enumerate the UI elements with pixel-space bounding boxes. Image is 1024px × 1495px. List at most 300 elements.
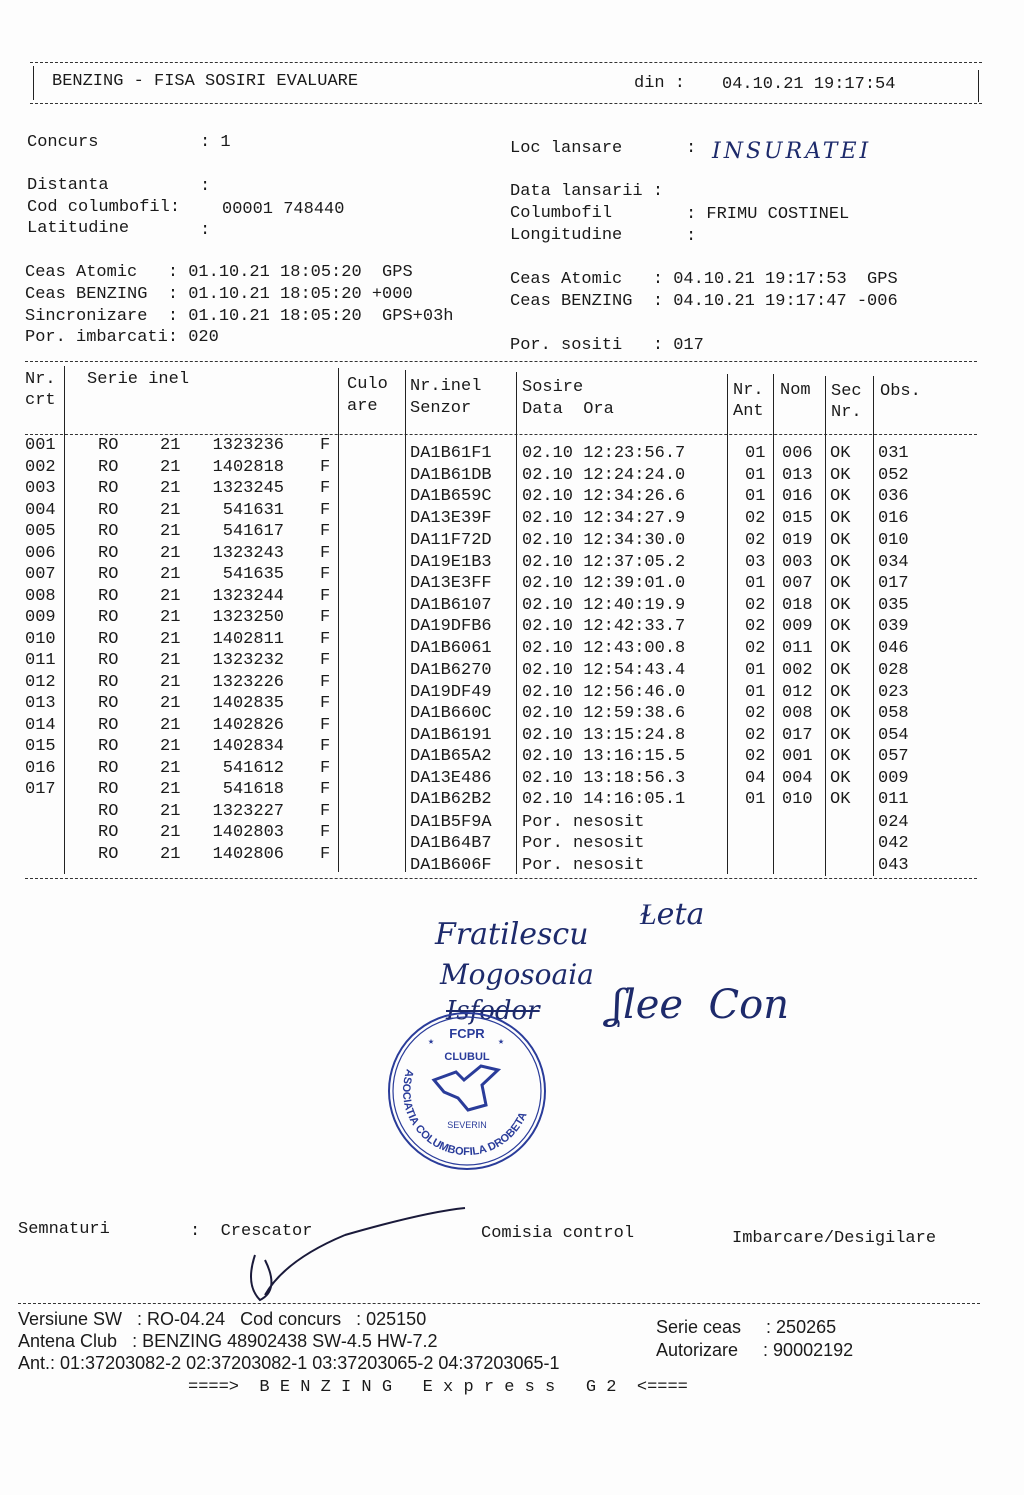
cell-nr-crt: 014 <box>25 715 56 735</box>
cell-sec-nr: OK <box>830 465 851 485</box>
star-icon: ★ <box>428 1037 435 1048</box>
cell-sex: F <box>320 436 331 455</box>
cell-nr-crt: 001 <box>25 436 56 455</box>
cell-sec-nr: OK <box>830 768 851 788</box>
cell-nr-ant: 02 <box>745 508 766 528</box>
porumbei-sositi: Por. sositi : 017 <box>510 336 704 355</box>
stamp-severin: SEVERIN <box>447 1120 487 1130</box>
cell-sosire: Por. nesosit <box>522 855 645 875</box>
cell-nr-inel-senzor: DA11F72D <box>410 531 492 550</box>
cell-nr-crt: 016 <box>25 758 56 778</box>
header-bottom-border <box>30 103 982 104</box>
cell-sex: F <box>320 758 331 778</box>
cell-nom: 002 <box>782 661 813 680</box>
th-senzor: Senzor <box>410 399 472 418</box>
th-nr: Nr. <box>25 370 56 389</box>
cell-sex: F <box>320 608 331 627</box>
cell-sec-nr: OK <box>830 444 851 463</box>
star-icon: ★ <box>498 1037 505 1048</box>
table-row <box>0 586 1024 615</box>
cell-tara: RO <box>98 522 119 541</box>
table-row <box>0 780 1024 809</box>
cell-obs: 043 <box>878 855 909 875</box>
cell-obs: 036 <box>878 487 909 506</box>
cell-serie-inel: 1323226 <box>212 672 284 692</box>
cell-nr-ant: 01 <box>745 682 766 702</box>
cell-nom: 015 <box>782 508 813 528</box>
cell-tara: RO <box>98 758 119 778</box>
cell-an: 21 <box>160 586 181 606</box>
cell-nr-inel-senzor: DA1B660C <box>410 704 492 723</box>
cell-nr-crt: 011 <box>25 651 56 670</box>
table-row <box>0 694 1024 723</box>
cell-sex: F <box>320 737 331 756</box>
din-timestamp: 04.10.21 19:17:54 <box>722 75 896 94</box>
concurs-label: Concurs <box>27 133 99 152</box>
table-row <box>0 758 1024 788</box>
table-bottom-border <box>25 878 977 879</box>
th-serie-inel: Serie inel <box>87 370 190 389</box>
cell-nr-inel-senzor: DA19E1B3 <box>410 552 492 572</box>
cell-nr-inel-senzor: DA13E486 <box>410 768 492 788</box>
cell-obs: 052 <box>878 465 909 485</box>
cell-nr-crt: 012 <box>25 672 56 692</box>
cell-nr-crt: 017 <box>25 780 56 799</box>
table-row <box>0 672 1024 702</box>
cell-obs: 057 <box>878 747 909 766</box>
cell-sec-nr: OK <box>830 747 851 766</box>
signature-mogosoaia: Mogosoaia <box>440 958 594 991</box>
cell-nr-ant: 02 <box>745 617 766 636</box>
cell-obs: 028 <box>878 661 909 680</box>
cell-obs: 009 <box>878 768 909 788</box>
table-top-border <box>25 361 977 362</box>
cod-columbofil-value: 00001 748440 <box>222 200 345 219</box>
cell-nom: 007 <box>782 574 813 593</box>
cell-sex: F <box>320 801 331 821</box>
cell-nr-inel-senzor: DA1B6191 <box>410 725 492 745</box>
cell-sec-nr: OK <box>830 574 851 593</box>
antene-list: Ant.: 01:37203082-2 02:37203082-1 03:37203065-2 04:37203065-1 <box>18 1353 560 1373</box>
cell-nr-inel-senzor: DA1B6107 <box>410 595 492 615</box>
porumbei-imbarcati: Por. imbarcati: 020 <box>25 328 219 347</box>
cell-serie-inel: 1323245 <box>212 479 284 498</box>
cell-nr-inel-senzor: DA13E3FF <box>410 574 492 593</box>
cell-nr-crt: 009 <box>25 608 56 627</box>
cell-sex: F <box>320 780 331 799</box>
cell-tara: RO <box>98 823 119 842</box>
stamp-ring-text: ASOCIATIA COLUMBOFILA DROBETA <box>399 1067 530 1159</box>
cell-an: 21 <box>160 500 181 520</box>
cell-obs: 016 <box>878 508 909 528</box>
longitudine-value: : <box>686 227 697 246</box>
latitudine-value: : <box>200 221 211 240</box>
cell-nom: 017 <box>782 725 813 745</box>
cell-tara: RO <box>98 608 119 627</box>
table-row <box>0 436 1024 463</box>
cell-sex: F <box>320 629 331 649</box>
cell-nr-inel-senzor: DA1B61DB <box>410 465 492 485</box>
cell-nr-crt: 007 <box>25 565 56 584</box>
table-row <box>0 500 1024 528</box>
concurs-value: : 1 <box>200 133 231 152</box>
crescator-label: : Crescator <box>190 1222 313 1241</box>
signature-scribble-2: ʆlee Ϲon <box>610 982 789 1028</box>
cell-an: 21 <box>160 715 181 735</box>
cell-nr-crt: 003 <box>25 479 56 498</box>
loc-lansare-colon: : <box>686 139 697 158</box>
table-row <box>0 543 1024 572</box>
cell-an: 21 <box>160 844 181 864</box>
cell-serie-inel: 1402806 <box>212 844 284 864</box>
cell-obs: 054 <box>878 725 909 745</box>
document-title: BENZING - FISA SOSIRI EVALUARE <box>52 72 359 91</box>
cell-sec-nr: OK <box>830 790 851 809</box>
cell-tara: RO <box>98 457 119 477</box>
cell-serie-inel: 1402826 <box>212 715 284 735</box>
cell-sex: F <box>320 522 331 541</box>
cell-nom: 019 <box>782 531 813 550</box>
cell-nr-ant: 03 <box>745 552 766 572</box>
cell-nom: 011 <box>782 638 813 658</box>
cell-nr-crt: 008 <box>25 586 56 606</box>
cell-nr-crt: 015 <box>25 737 56 756</box>
cell-sec-nr: OK <box>830 531 851 550</box>
benzing-brand-line: ====> B E N Z I N G E x p r e s s G 2 <==== <box>188 1378 688 1397</box>
cell-sosire: 02.10 12:40:19.9 <box>522 595 686 615</box>
cell-obs: 042 <box>878 834 909 853</box>
cell-serie-inel: 1402834 <box>212 737 284 756</box>
cell-sex: F <box>320 565 331 584</box>
cell-serie-inel: 541617 <box>222 522 284 541</box>
cell-an: 21 <box>160 651 181 670</box>
table-row <box>0 801 1024 832</box>
cell-sosire: 02.10 13:15:24.8 <box>522 725 686 745</box>
cell-an: 21 <box>160 522 181 541</box>
cell-nom: 010 <box>782 790 813 809</box>
cell-obs: 010 <box>878 531 909 550</box>
th-culoare-2: are <box>347 397 378 416</box>
cell-nr-ant: 01 <box>745 444 766 463</box>
cell-nr-inel-senzor: DA19DFB6 <box>410 617 492 636</box>
cell-tara: RO <box>98 801 119 821</box>
cell-an: 21 <box>160 436 181 455</box>
cell-tara: RO <box>98 565 119 584</box>
header-right-border <box>978 70 979 102</box>
cod-columbofil-label: Cod columbofil: <box>27 198 181 217</box>
table-row <box>0 457 1024 485</box>
cell-serie-inel: 1323232 <box>212 651 284 670</box>
cell-obs: 046 <box>878 638 909 658</box>
cell-nom: 001 <box>782 747 813 766</box>
cell-nr-inel-senzor: DA1B659C <box>410 487 492 506</box>
cell-tara: RO <box>98 780 119 799</box>
cell-an: 21 <box>160 737 181 756</box>
din-label: din : <box>634 74 686 93</box>
imbarcare-desigilare-label: Imbarcare/Desigilare <box>732 1229 937 1248</box>
cell-nr-crt: 010 <box>25 629 56 649</box>
cell-tara: RO <box>98 737 119 756</box>
cell-nr-ant: 01 <box>745 465 766 485</box>
cell-sosire: 02.10 12:42:33.7 <box>522 617 686 636</box>
sincronizare: Sincronizare : 01.10.21 18:05:20 GPS+03h <box>25 307 454 326</box>
cell-an: 21 <box>160 543 181 563</box>
cell-an: 21 <box>160 823 181 842</box>
cell-serie-inel: 541631 <box>222 500 284 520</box>
th-crt: crt <box>25 391 56 410</box>
antena-club: Antena Club : BENZING 48902438 SW-4.5 HW-7.2 <box>18 1331 438 1351</box>
cell-an: 21 <box>160 801 181 821</box>
cell-nr-inel-senzor: DA1B65A2 <box>410 747 492 766</box>
cell-nr-crt: 004 <box>25 500 56 520</box>
cell-sosire: 02.10 12:34:26.6 <box>522 487 686 506</box>
th-nom: Nom <box>780 381 811 400</box>
cell-nr-ant: 02 <box>745 595 766 615</box>
cell-an: 21 <box>160 672 181 692</box>
distanta-value: : <box>200 177 211 196</box>
cell-an: 21 <box>160 629 181 649</box>
table-header-border <box>25 434 977 435</box>
cell-nom: 018 <box>782 595 813 615</box>
cell-sex: F <box>320 543 331 563</box>
table-row <box>0 651 1024 680</box>
cell-tara: RO <box>98 844 119 864</box>
serie-ceas: Serie ceas : 250265 <box>656 1317 837 1337</box>
cell-sec-nr: OK <box>830 595 851 615</box>
cell-sosire: Por. nesosit <box>522 812 645 832</box>
cell-nom: 004 <box>782 768 813 788</box>
table-row <box>0 823 1024 853</box>
cell-nr-inel-senzor: DA13E39F <box>410 508 492 528</box>
header-left-border <box>33 66 34 100</box>
cell-sex: F <box>320 651 331 670</box>
cell-serie-inel: 1323250 <box>212 608 284 627</box>
cell-sex: F <box>320 844 331 864</box>
cell-nom: 006 <box>782 444 813 463</box>
cell-nom: 016 <box>782 487 813 506</box>
cell-serie-inel: 1323236 <box>212 436 284 455</box>
cell-nr-inel-senzor: DA1B6061 <box>410 638 492 658</box>
table-row <box>0 737 1024 766</box>
cell-sosire: 02.10 12:34:30.0 <box>522 531 686 550</box>
cell-tara: RO <box>98 543 119 563</box>
loc-lansare-handwritten: INSURATEI <box>712 139 872 164</box>
cell-nom: 008 <box>782 704 813 723</box>
cell-tara: RO <box>98 629 119 649</box>
cell-nr-inel-senzor: DA1B5F9A <box>410 812 492 832</box>
cell-nr-crt: 005 <box>25 522 56 541</box>
semnaturi-label: Semnaturi <box>18 1220 110 1239</box>
cell-sosire: 02.10 12:24:24.0 <box>522 465 686 485</box>
cell-an: 21 <box>160 608 181 627</box>
cell-nr-ant: 02 <box>745 704 766 723</box>
th-sec: Sec <box>831 382 862 401</box>
signature-scribble-1: Ɫeta <box>640 897 705 932</box>
table-row <box>0 608 1024 636</box>
versiune-sw: Versiune SW : RO-04.24 Cod concurs : 025150 <box>18 1309 427 1329</box>
cell-nr-ant: 04 <box>745 768 766 788</box>
cell-sex: F <box>320 823 331 842</box>
cell-nom: 003 <box>782 552 813 572</box>
latitudine-label: Latitudine <box>27 219 130 238</box>
columbofil-value: : FRIMU COSTINEL <box>686 205 850 224</box>
cell-tara: RO <box>98 672 119 692</box>
cell-sex: F <box>320 672 331 692</box>
cell-sec-nr: OK <box>830 704 851 723</box>
table-row <box>0 629 1024 658</box>
cell-nom: 009 <box>782 617 813 636</box>
cell-serie-inel: 1402811 <box>212 629 284 649</box>
cell-sosire: 02.10 12:56:46.0 <box>522 682 686 702</box>
cell-obs: 034 <box>878 552 909 572</box>
cell-sosire: 02.10 12:37:05.2 <box>522 552 686 572</box>
cell-nr-ant: 01 <box>745 574 766 593</box>
cell-obs: 023 <box>878 682 909 702</box>
cell-nr-ant: 02 <box>745 531 766 550</box>
cell-sosire: 02.10 12:43:00.8 <box>522 638 686 658</box>
crescator-signature <box>225 1200 475 1310</box>
cell-tara: RO <box>98 651 119 670</box>
cell-an: 21 <box>160 479 181 498</box>
cell-sex: F <box>320 694 331 713</box>
cell-an: 21 <box>160 780 181 799</box>
cell-obs: 039 <box>878 617 909 636</box>
cell-nr-inel-senzor: DA1B6270 <box>410 661 492 680</box>
cell-nr-inel-senzor: DA1B606F <box>410 855 492 875</box>
ceas-benzing-start: Ceas BENZING : 01.10.21 18:05:20 +000 <box>25 285 413 304</box>
cell-nr-ant: 02 <box>745 725 766 745</box>
cell-sex: F <box>320 586 331 606</box>
table-row <box>0 522 1024 550</box>
comisia-control-label: Comisia control <box>481 1224 635 1243</box>
signature-fratilescu: Fratilescu <box>435 917 589 952</box>
cell-sosire: 02.10 12:54:43.4 <box>522 661 686 680</box>
cell-sec-nr: OK <box>830 638 851 658</box>
cell-nr-crt: 002 <box>25 457 56 477</box>
table-row <box>0 715 1024 745</box>
cell-an: 21 <box>160 457 181 477</box>
cell-sec-nr: OK <box>830 661 851 680</box>
ceas-atomic-start: Ceas Atomic : 01.10.21 18:05:20 GPS <box>25 263 413 282</box>
distanta-label: Distanta <box>27 176 109 195</box>
cell-sec-nr: OK <box>830 508 851 528</box>
table-row <box>0 844 1024 875</box>
cell-obs: 035 <box>878 595 909 615</box>
cell-tara: RO <box>98 715 119 735</box>
th-ant: Ant <box>733 402 764 421</box>
cell-obs: 024 <box>878 812 909 832</box>
ceas-atomic-end: Ceas Atomic : 04.10.21 19:17:53 GPS <box>510 270 898 289</box>
cell-nr-inel-senzor: DA1B61F1 <box>410 444 492 463</box>
cell-serie-inel: 1402803 <box>212 823 284 842</box>
cell-sex: F <box>320 457 331 477</box>
cell-nr-ant: 01 <box>745 790 766 809</box>
cell-nr-ant: 02 <box>745 638 766 658</box>
cell-sosire: 02.10 12:34:27.9 <box>522 508 686 528</box>
cell-serie-inel: 1402835 <box>212 694 284 713</box>
th-data-ora: Data Ora <box>522 400 614 419</box>
loc-lansare-label: Loc lansare <box>510 139 623 158</box>
cell-tara: RO <box>98 694 119 713</box>
cell-nr-crt: 013 <box>25 694 56 713</box>
stamp-clubul: CLUBUL <box>444 1051 490 1063</box>
cell-serie-inel: 1323227 <box>212 801 284 821</box>
cell-tara: RO <box>98 586 119 606</box>
th-sosire: Sosire <box>522 378 584 397</box>
cell-serie-inel: 1402818 <box>212 457 284 477</box>
cell-sec-nr: OK <box>830 725 851 745</box>
cell-tara: RO <box>98 436 119 455</box>
cell-sosire: 02.10 13:16:15.5 <box>522 747 686 766</box>
cell-nr-inel-senzor: DA1B62B2 <box>410 790 492 809</box>
cell-serie-inel: 1323244 <box>212 586 284 606</box>
cell-sec-nr: OK <box>830 487 851 506</box>
th-nr-inel: Nr.inel <box>410 377 482 396</box>
club-stamp <box>386 1010 548 1172</box>
cell-obs: 017 <box>878 574 909 593</box>
cell-nr-ant: 02 <box>745 747 766 766</box>
cell-nr-inel-senzor: DA1B64B7 <box>410 834 492 853</box>
cell-sex: F <box>320 715 331 735</box>
cell-sosire: 02.10 13:18:56.3 <box>522 768 686 788</box>
th-culoare: Culo <box>347 375 388 394</box>
cell-nr-crt: 006 <box>25 543 56 563</box>
cell-obs: 058 <box>878 704 909 723</box>
cell-nom: 013 <box>782 465 813 485</box>
pigeon-icon <box>434 1066 498 1110</box>
header-top-border <box>30 62 982 63</box>
cell-sec-nr: OK <box>830 552 851 572</box>
cell-serie-inel: 1323243 <box>212 543 284 563</box>
table-row <box>0 565 1024 593</box>
longitudine-label: Longitudine <box>510 226 623 245</box>
cell-sosire: 02.10 12:59:38.6 <box>522 704 686 723</box>
columbofil-label: Columbofil <box>510 204 613 223</box>
th-sec-nr: Nr. <box>831 403 862 422</box>
cell-tara: RO <box>98 500 119 520</box>
footer-top-border <box>18 1303 980 1304</box>
cell-obs: 031 <box>878 444 909 463</box>
cell-an: 21 <box>160 565 181 584</box>
cell-obs: 011 <box>878 790 909 809</box>
cell-nr-ant: 01 <box>745 661 766 680</box>
cell-tara: RO <box>98 479 119 498</box>
table-row <box>0 479 1024 506</box>
autorizare: Autorizare : 90002192 <box>656 1340 854 1360</box>
th-obs: Obs. <box>880 382 921 401</box>
cell-nr-inel-senzor: DA19DF49 <box>410 682 492 702</box>
cell-sosire: 02.10 12:39:01.0 <box>522 574 686 593</box>
data-lansarii-label: Data lansarii : <box>510 182 664 201</box>
cell-sosire: Por. nesosit <box>522 834 645 853</box>
signature-isfodor: Isfodor <box>446 996 540 1026</box>
cell-sex: F <box>320 500 331 520</box>
th-nr-ant: Nr. <box>733 381 764 400</box>
cell-an: 21 <box>160 758 181 778</box>
cell-serie-inel: 541612 <box>222 758 284 778</box>
cell-sosire: 02.10 14:16:05.1 <box>522 790 686 809</box>
cell-sec-nr: OK <box>830 617 851 636</box>
cell-sex: F <box>320 479 331 498</box>
ceas-benzing-end: Ceas BENZING : 04.10.21 19:17:47 -006 <box>510 292 898 311</box>
cell-sec-nr: OK <box>830 682 851 702</box>
cell-serie-inel: 541635 <box>222 565 284 584</box>
cell-nom: 012 <box>782 682 813 702</box>
cell-an: 21 <box>160 694 181 713</box>
cell-nr-ant: 01 <box>745 487 766 506</box>
cell-serie-inel: 541618 <box>222 780 284 799</box>
stamp-fcpr: FCPR <box>449 1026 485 1041</box>
